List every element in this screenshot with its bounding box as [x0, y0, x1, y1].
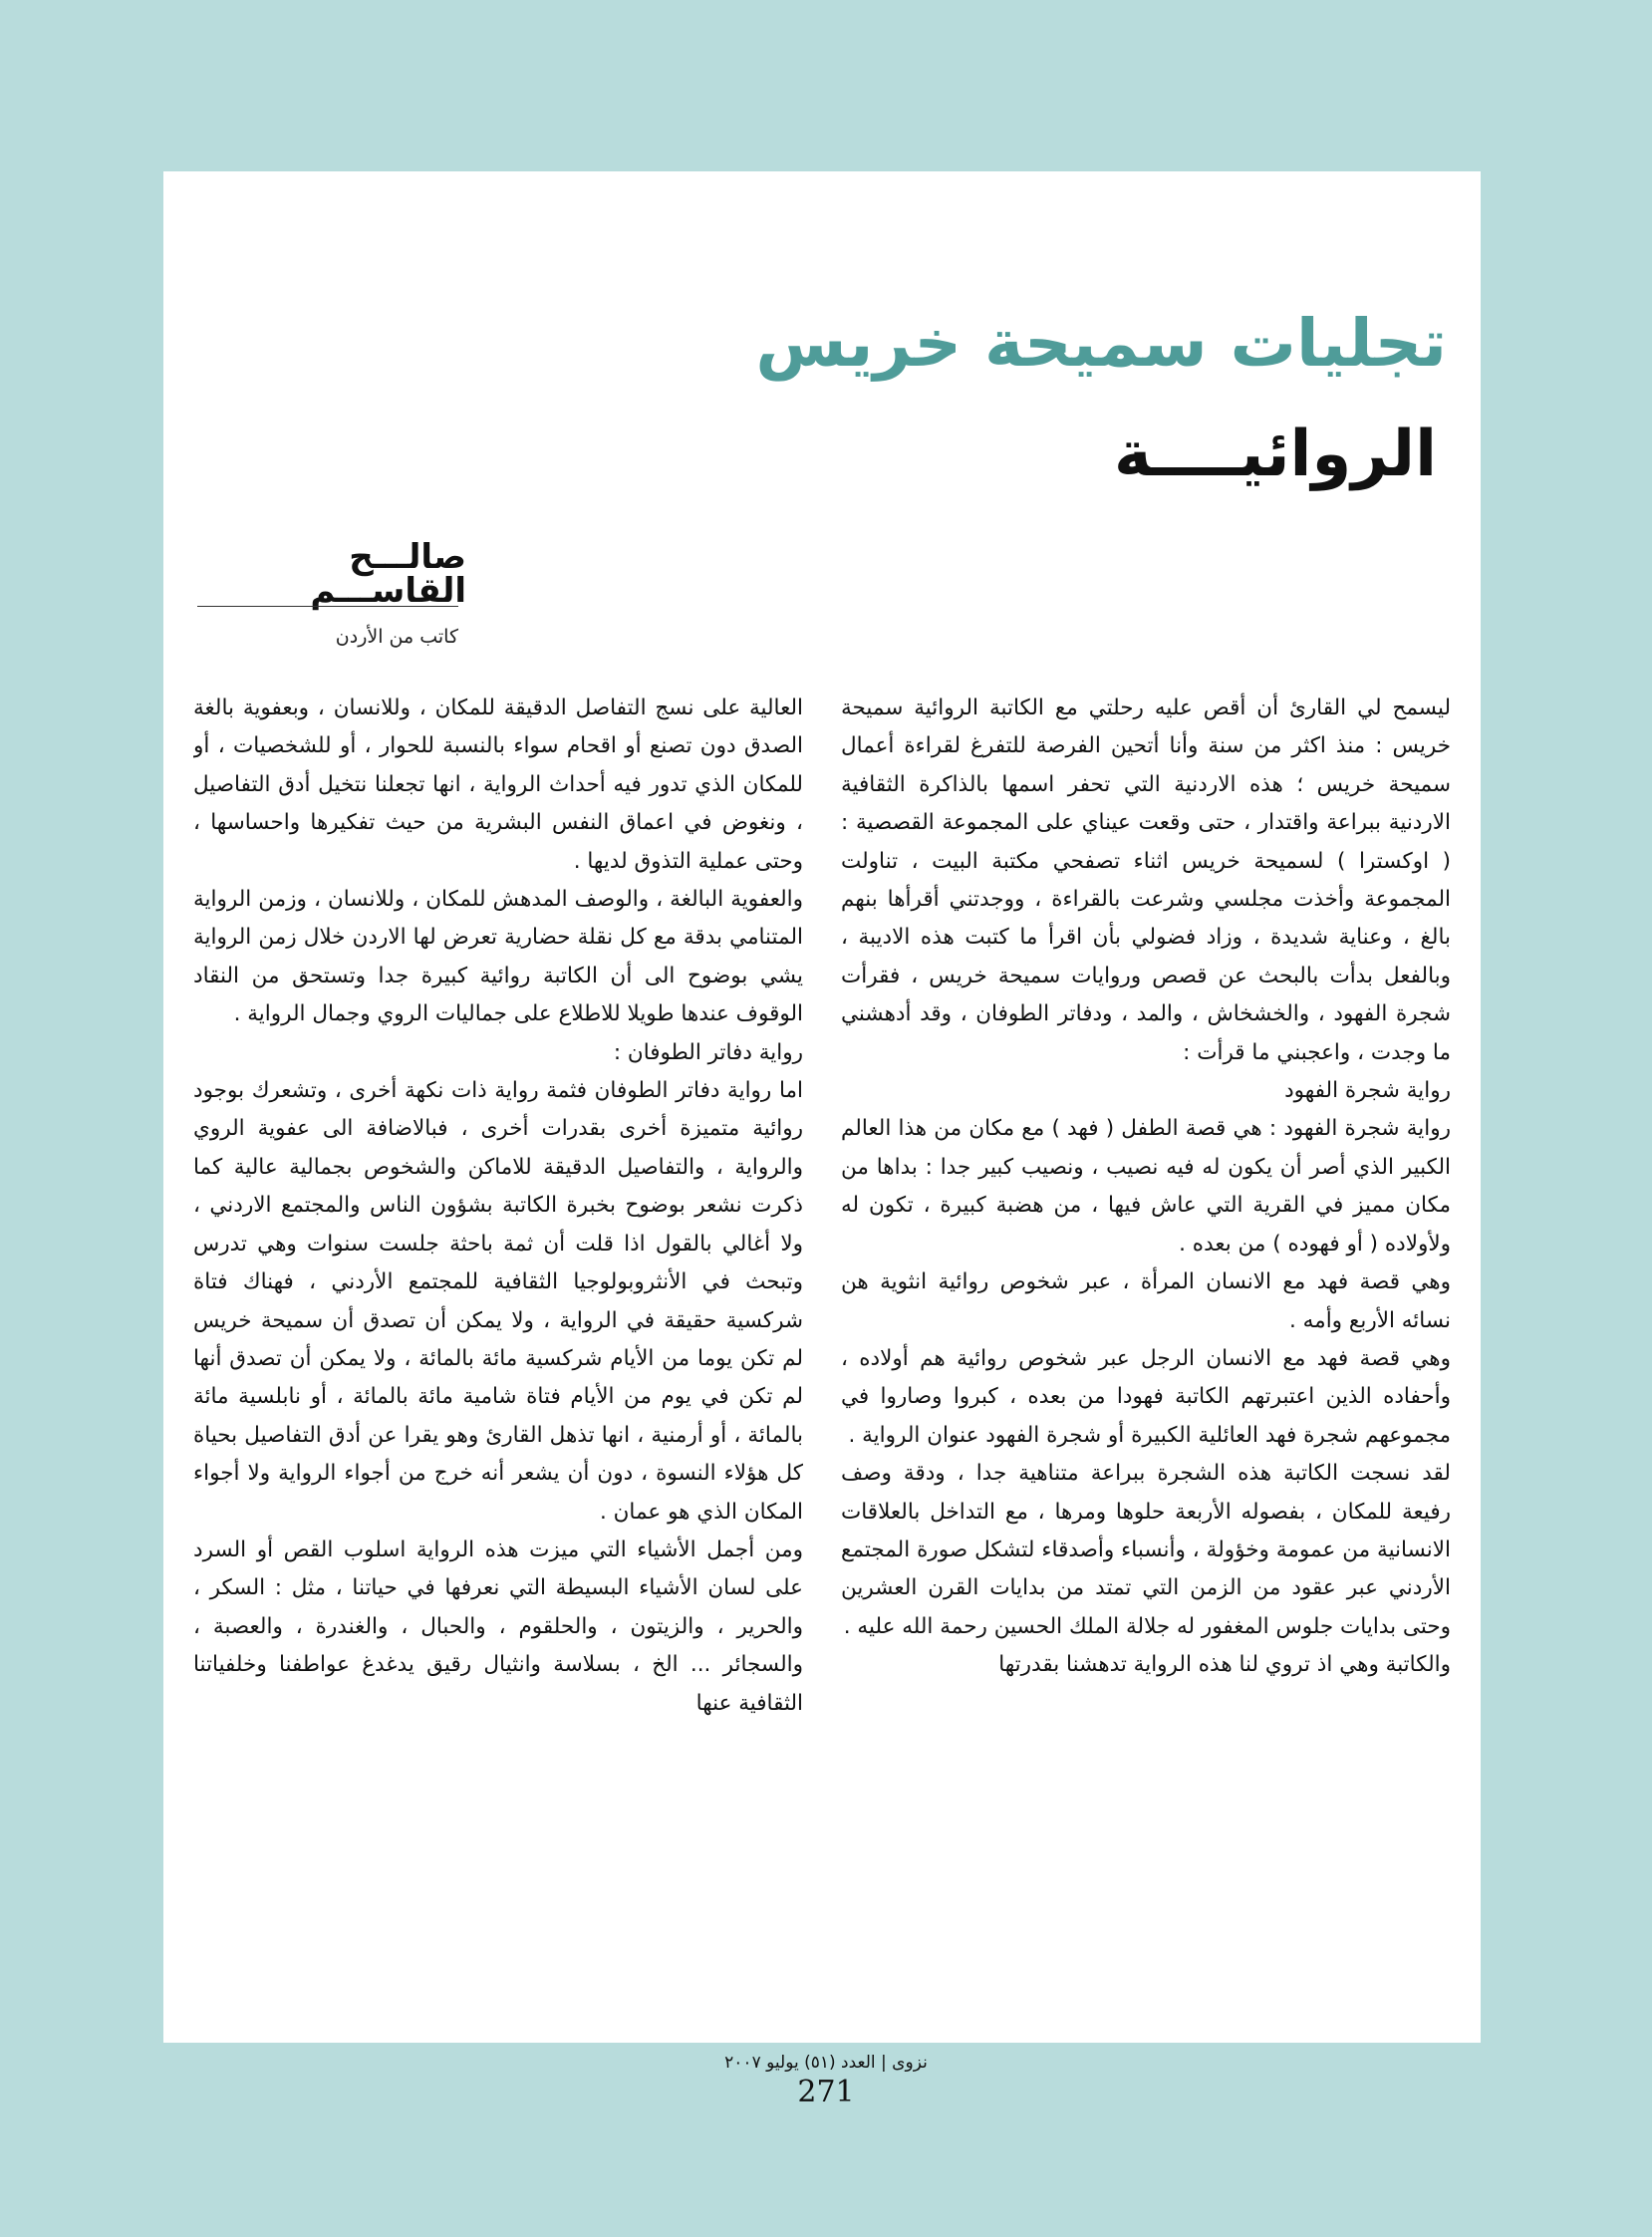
paragraph: ومن أجمل الأشياء التي ميزت هذه الرواية اسلوب القص أو السرد على لسان الأشياء البسيطة التي نعرفها في حياتنا ، مثل : السكر ، والحرير ، والزيتون ، والحلقوم ، والحبال ، والغندرة ، والعصبة ، والسجائر ... الخ ، بسلاسة وانثيال رقيق يدغدغ عواطفنا وخلفياتنا الثقافية عنها — [193, 1537, 803, 1716]
paragraph: العالية على نسج التفاصل الدقيقة للمكان ، وللانسان ، وبعفوية بالغة الصدق دون تصنع أو اقحام سواء بالنسبة للحوار ، أو للشخصيات ، أو للمكان الذي تدور فيه أحداث الرواية ، انها تجعلنا نتخيل أدق التفاصيل ، ونغوض في اعماق النفس البشرية من حيث تفكيرها واحساسها ، وحتى عملية التذوق لديها . — [193, 696, 803, 874]
paragraph: رواية شجرة الفهود : هي قصة الطفل ( فهد ) مع مكان من هذا العالم الكبير الذي أصر أن يكون له فيه نصيب ، ونصيب كبير جدا : بداها من مكان مميز في القرية التي عاش فيها ، من هضبة كبيرة ، تكون له ولأولاده ( أو فهوده ) من بعده . — [841, 1116, 1451, 1257]
issue-footer: نزوى | العدد (٥١) يوليو ٢٠٠٧ — [724, 2053, 928, 2073]
author-divider — [197, 606, 458, 607]
author-name: صالـــح القاســـم — [310, 537, 466, 611]
article-title: تجليات سميحة خريس — [755, 305, 1447, 382]
text-column-left — [193, 690, 803, 2030]
article-title-continued: الروائيــــة — [1114, 418, 1437, 491]
paragraph: اما رواية دفاتر الطوفان فثمة رواية ذات نكهة أخرى ، وتشعرك بوجود روائية متميزة أخرى بقدرات أخرى ، فبالاضافة الى عفوية الروي والرواية ، والتفاصيل الدقيقة للاماكن والشخوص بجمالية عالية كما ذكرت نشعر بوضوح بخبرة الكاتبة بشؤون الناس والمجتمع الاردني ، ولا أغالي بالقول اذا قلت أن ثمة باحثة جلست سنوات وهي تدرس وتبحث في الأنثروبولوجيا الثقافية للمجتمع الأردني ، فهناك فتاة شركسية حقيقة في الرواية ، ولا يمكن أن تصدق أن سميحة خريس لم تكن يوما من الأيام شركسية مائة بالمائة ، ولا يمكن أن تصدق أنها لم تكن في يوم من الأيام فتاة شامية مائة بالمائة ، أو نابلسية مائة بالمائة ، أو أرمنية ، انها تذهل القارئ وهو يقرا عن أدق التفاصيل بحياة كل هؤلاء النسوة ، دون أن يشعر أنه خرج من أجواء الرواية ولا أجواء المكان الذي هو عمان . — [193, 1078, 803, 1525]
paragraph: وهي قصة فهد مع الانسان الرجل عبر شخوص روائية هم أولاده ، وأحفاده الذين اعتبرتهم الكاتبة فهودا من بعده ، كبروا وصاروا في مجموعهم شجرة فهد العائلية الكبيرة أو شجرة الفهود عنوان الرواية . — [841, 1345, 1451, 1448]
paragraph: والكاتبة وهي اذ تروي لنا هذه الرواية تدهشنا بقدرتها — [998, 1652, 1451, 1678]
author-note: كاتب من الأردن — [335, 626, 458, 648]
paragraph: ليسمح لي القارئ أن أقص عليه رحلتي مع الكاتبة الروائية سميحة خريس : منذ اكثر من سنة وأنا أتحين الفرصة للتفرغ لقراءة أعمال سميحة خريس ؛ هذه الاردنية التي تحفر اسمها بالذاكرة الثقافية الاردنية ببراعة واقتدار ، حتى وقعت عيناي على المجموعة القصصية : ( اوكسترا ) لسميحة خريس اثناء تصفحي مكتبة البيت ، تناولت المجموعة وأخذت مجلسي وشرعت بالقراءة ، ووجدتني أقرأها بنهم بالغ ، وعناية شديدة ، وزاد فضولي بأن اقرأ ما كتبت هذه الاديبة ، وبالفعل بدأت بالبحث عن قصص وروايات سميحة خريس ، فقرأت شجرة الفهود ، والخشخاش ، والمد ، ودفاتر الطوفان ، وقد أدهشني ما وجدت ، واعجبني ما قرأت : — [841, 696, 1451, 1065]
section-heading: رواية دفاتر الطوفان : — [613, 1039, 803, 1065]
section-heading: رواية شجرة الفهود — [1284, 1078, 1451, 1104]
paragraph: لقد نسجت الكاتبة هذه الشجرة ببراعة متناهية جدا ، ودقة وصف رفيعة للمكان ، بفصوله الأربعة حلوها ومرها ، مع التداخل بالعلاقات الانسانية من عمومة وخؤولة ، وأنسباء وأصدقاء لتشكل صورة المجتمع الأردني عبر عقود من الزمن التي تمتد من بدايات القرن العشرين وحتى بدايات جلوس المغفور له جلالة الملك الحسين رحمة الله عليه . — [841, 1461, 1451, 1639]
paragraph: والعفوية البالغة ، والوصف المدهش للمكان ، وللانسان ، وزمن الرواية المتنامي بدقة مع كل نقلة حضارية تعرض لها الاردن خلال زمن الرواية يشي بوضوح الى أن الكاتبة روائية كبيرة جدا وتستحق من النقاد الوقوف عندها طويلا للاطلاع على جماليات الروي وجمال الرواية . — [193, 887, 803, 1027]
article-page — [163, 171, 1481, 2043]
text-column-right — [841, 690, 1451, 2030]
page-number: 271 — [797, 2075, 855, 2109]
paragraph: وهي قصة فهد مع الانسان المرأة ، عبر شخوص روائية انثوية هن نسائه الأربع وأمه . — [841, 1269, 1451, 1333]
